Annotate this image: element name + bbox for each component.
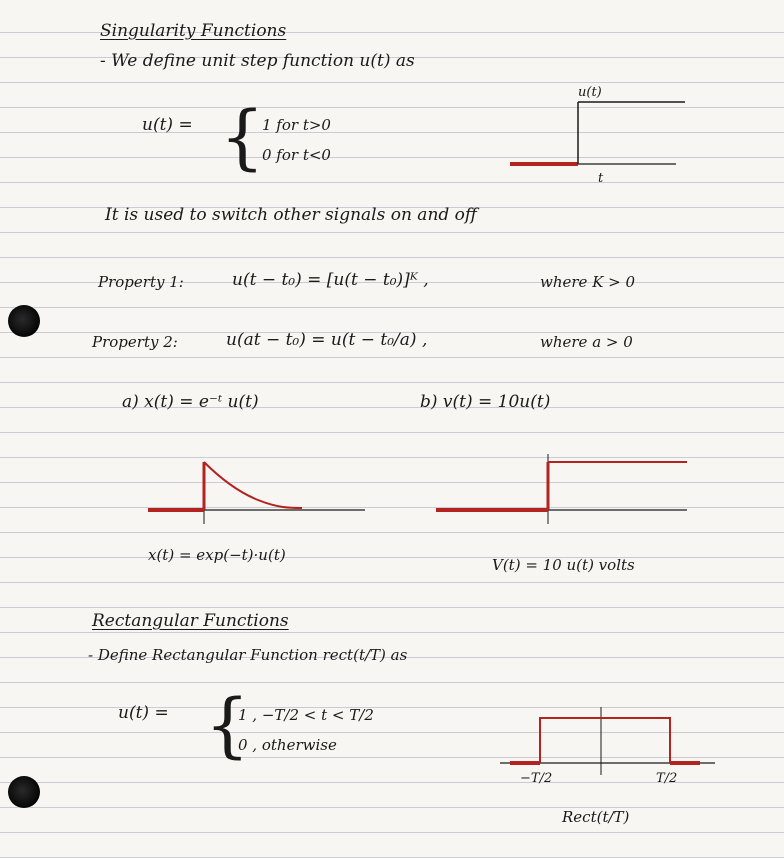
unit-step-xlabel: t [598,171,604,186]
binder-hole [8,776,40,808]
rect-plot [500,705,720,775]
rect-intro: - Define Rectangular Function rect(t/T) as [88,646,408,664]
property-2-condition: where a > 0 [540,333,633,351]
property-2-label: Property 2: [92,333,178,351]
property-1-label: Property 1: [98,273,184,291]
left-brace: { [220,96,265,178]
exponential-decay-plot [140,440,380,530]
rect-case-1: 1 , −T/2 < t < T/2 [238,706,374,724]
unit-step-lhs: u(t) = [142,115,193,135]
left-brace: { [205,684,250,766]
rect-pulse [540,718,670,763]
heading-singularity-functions: Singularity Functions [100,21,287,41]
unit-step-ylabel: u(t) [578,85,602,100]
caption-step-10: V(t) = 10 u(t) volts [492,556,635,574]
property-2-expression: u(at − t₀) = u(t − t₀/a) , [226,330,428,350]
switch-note: It is used to switch other signals on and off [105,205,477,225]
heading-rectangular-functions: Rectangular Functions [92,611,289,631]
rect-lhs: u(t) = [118,703,169,723]
rect-caption: Rect(t/T) [562,808,630,826]
caption-exponential: x(t) = exp(−t)·u(t) [148,546,286,564]
unit-step-intro: - We define unit step function u(t) as [100,51,415,71]
property-1-expression: u(t − t₀) = [u(t − t₀)]ᴷ , [232,270,429,290]
rect-tick-left: −T/2 [520,771,553,786]
unit-step-case-1: 1 for t>0 [262,116,331,134]
rect-tick-right: T/2 [656,771,678,786]
exp-decay-curve [204,462,302,508]
binder-hole [8,305,40,337]
unit-step-case-2: 0 for t<0 [262,146,331,164]
example-a-expression: a) x(t) = e⁻ᵗ u(t) [122,392,259,412]
rect-case-2: 0 , otherwise [238,736,337,754]
property-1-condition: where K > 0 [540,273,636,291]
step-10-plot [432,440,702,530]
example-b-expression: b) v(t) = 10u(t) [420,392,551,412]
